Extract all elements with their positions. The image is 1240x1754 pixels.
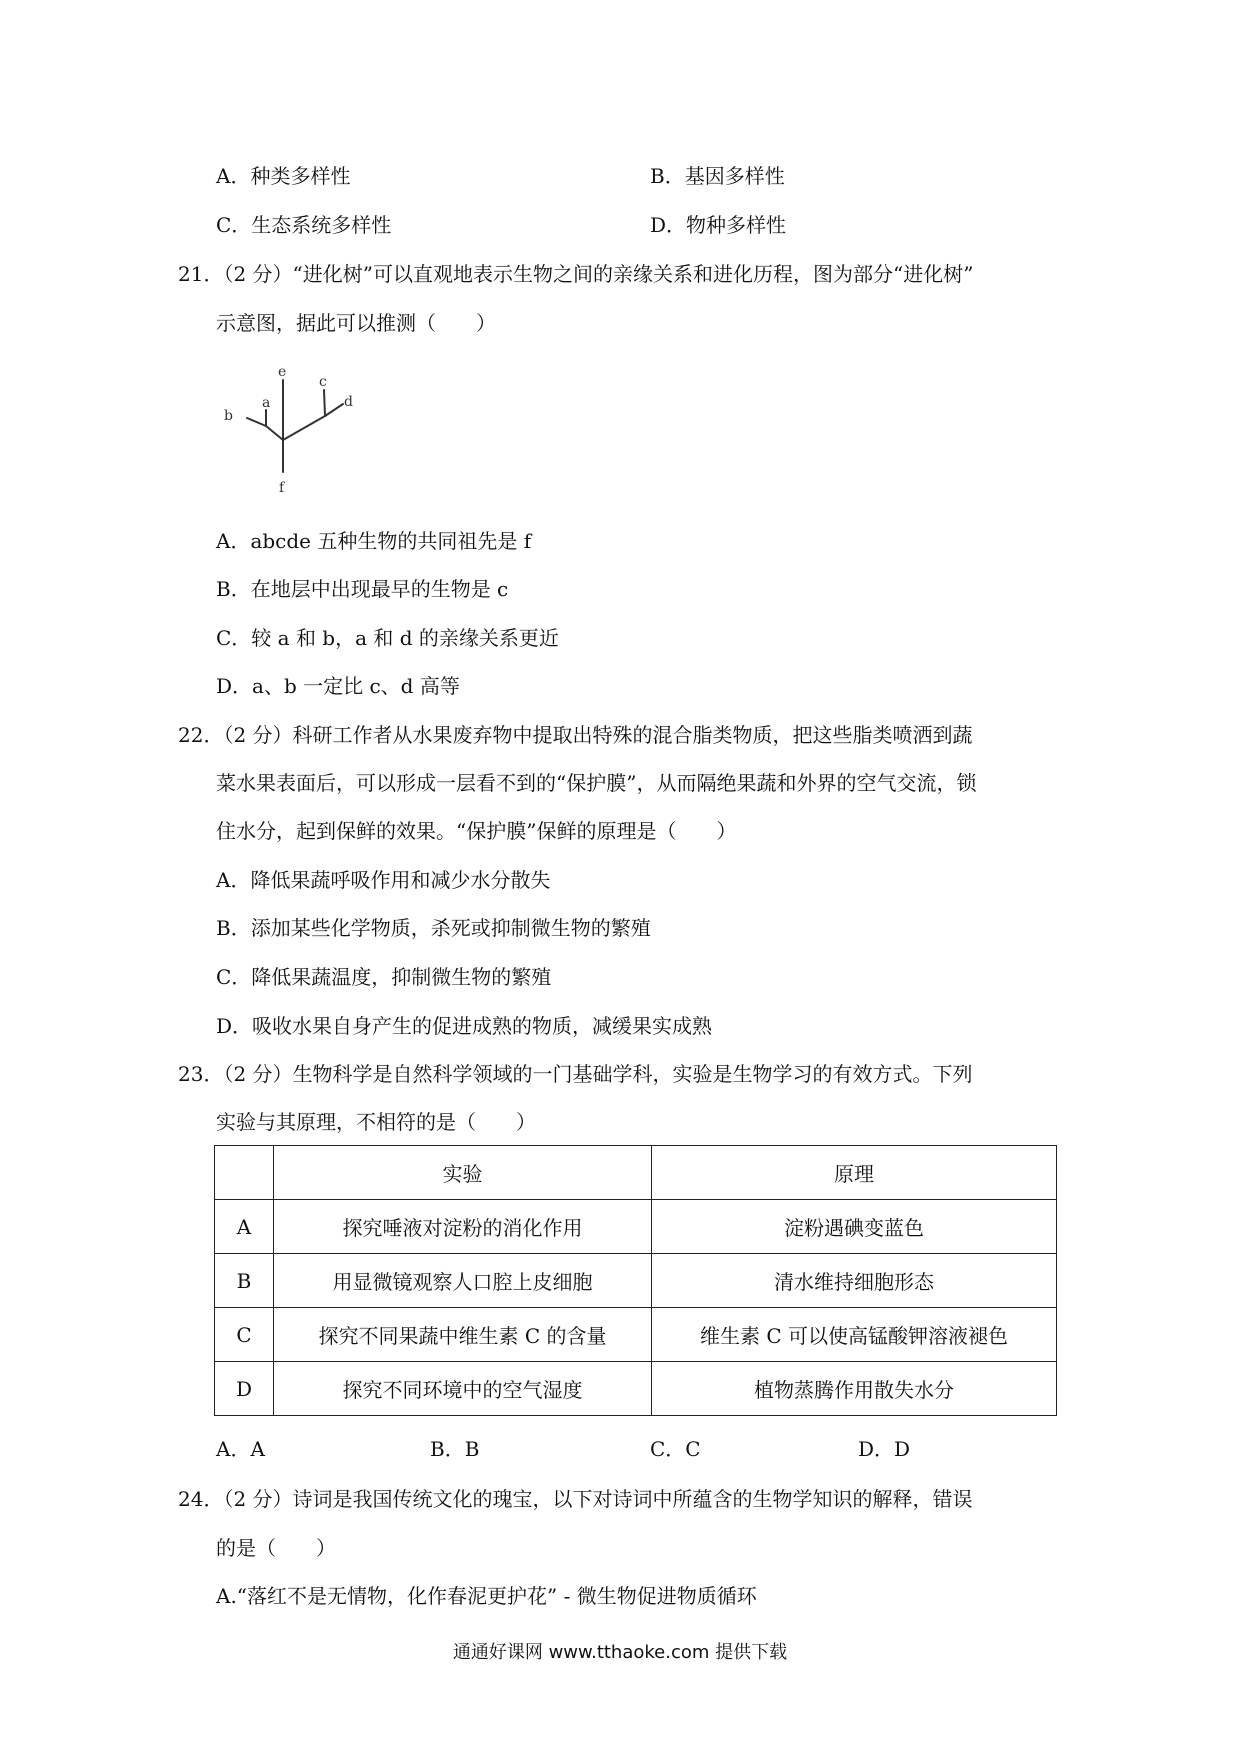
table-header-cell: 实验 xyxy=(274,1146,652,1200)
q23-stem-line1: 23．（2 分）生物科学是自然科学领域的一门基础学科，实验是生物学习的有效方式。下列 xyxy=(178,1062,973,1086)
q21-option-b: B．在地层中出现最早的生物是 c xyxy=(216,577,509,601)
label-b: b xyxy=(224,408,233,424)
q20-option-a: A．种类多样性 xyxy=(216,164,351,188)
q24-stem-line2: 的是（ ） xyxy=(216,1536,336,1560)
q23-option-b: B．B xyxy=(430,1437,480,1461)
table-cell: C xyxy=(215,1308,274,1362)
q22-option-b: B．添加某些化学物质，杀死或抑制微生物的繁殖 xyxy=(216,916,651,940)
q24-stem-line1: 24．（2 分）诗词是我国传统文化的瑰宝，以下对诗词中所蕴含的生物学知识的解释，错误 xyxy=(178,1487,973,1511)
page-footer: 通通好课网 www.tthaoke.com 提供下载 xyxy=(452,1642,788,1663)
q23-option-a: A．A xyxy=(216,1437,265,1461)
q21-option-a: A．abcde 五种生物的共同祖先是 f xyxy=(216,529,532,553)
q22-stem-line3: 住水分，起到保鲜的效果。“保护膜”保鲜的原理是（ ） xyxy=(216,819,737,843)
table-cell: B xyxy=(215,1254,274,1308)
table-cell: 用显微镜观察人口腔上皮细胞 xyxy=(274,1254,652,1308)
label-e: e xyxy=(278,364,287,380)
table-cell: 植物蒸腾作用散失水分 xyxy=(652,1362,1057,1416)
q21-option-d: D．a、b 一定比 c、d 高等 xyxy=(216,674,460,698)
q22-stem-line2: 菜水果表面后，可以形成一层看不到的“保护膜”，从而隔绝果蔬和外界的空气交流，锁 xyxy=(216,771,977,795)
q22-option-a: A．降低果蔬呼吸作用和减少水分散失 xyxy=(216,868,551,892)
table-cell: A xyxy=(215,1200,274,1254)
q21-stem-line2: 示意图，据此可以推测（ ） xyxy=(216,311,496,335)
label-c: c xyxy=(319,374,327,390)
table-header-cell: 原理 xyxy=(652,1146,1057,1200)
label-a: a xyxy=(262,395,271,411)
table-cell: 清水维持细胞形态 xyxy=(652,1254,1057,1308)
experiment-table xyxy=(214,1145,1057,1416)
q23-option-d: D．D xyxy=(858,1437,911,1461)
q20-option-c: C．生态系统多样性 xyxy=(216,213,392,237)
q22-option-d: D．吸收水果自身产生的促进成熟的物质，减缓果实成熟 xyxy=(216,1014,713,1038)
q21-stem-line1: 21．（2 分）“进化树”可以直观地表示生物之间的亲缘关系和进化历程，图为部分“进化树” xyxy=(178,262,974,286)
table-cell: 探究不同果蔬中维生素 C 的含量 xyxy=(274,1308,652,1362)
table-cell: 探究不同环境中的空气湿度 xyxy=(274,1362,652,1416)
label-f: f xyxy=(279,480,285,496)
q20-option-b: B．基因多样性 xyxy=(650,164,785,188)
table-cell: 维生素 C 可以使高锰酸钾溶液褪色 xyxy=(652,1308,1057,1362)
q22-stem-line1: 22．（2 分）科研工作者从水果废弃物中提取出特殊的混合脂类物质，把这些脂类喷洒到蔬 xyxy=(178,723,973,747)
table-cell: D xyxy=(215,1362,274,1416)
table-header-cell xyxy=(215,1146,274,1200)
q24-option-a: A.“落红不是无情物，化作春泥更护花” - 微生物促进物质循环 xyxy=(216,1584,757,1608)
q20-option-d: D．物种多样性 xyxy=(650,213,787,237)
evolution-tree-diagram xyxy=(215,360,365,500)
q22-option-c: C．降低果蔬温度，抑制微生物的繁殖 xyxy=(216,965,552,989)
label-d: d xyxy=(344,394,353,410)
table-cell: 淀粉遇碘变蓝色 xyxy=(652,1200,1057,1254)
table-row xyxy=(215,1254,1057,1308)
table-header-row xyxy=(215,1146,1057,1200)
table-row xyxy=(215,1308,1057,1362)
q23-stem-line2: 实验与其原理，不相符的是（ ） xyxy=(216,1110,536,1134)
table-row xyxy=(215,1200,1057,1254)
table-row xyxy=(215,1362,1057,1416)
q21-option-c: C．较 a 和 b，a 和 d 的亲缘关系更近 xyxy=(216,626,559,650)
q23-option-c: C．C xyxy=(650,1437,701,1461)
table-cell: 探究唾液对淀粉的消化作用 xyxy=(274,1200,652,1254)
